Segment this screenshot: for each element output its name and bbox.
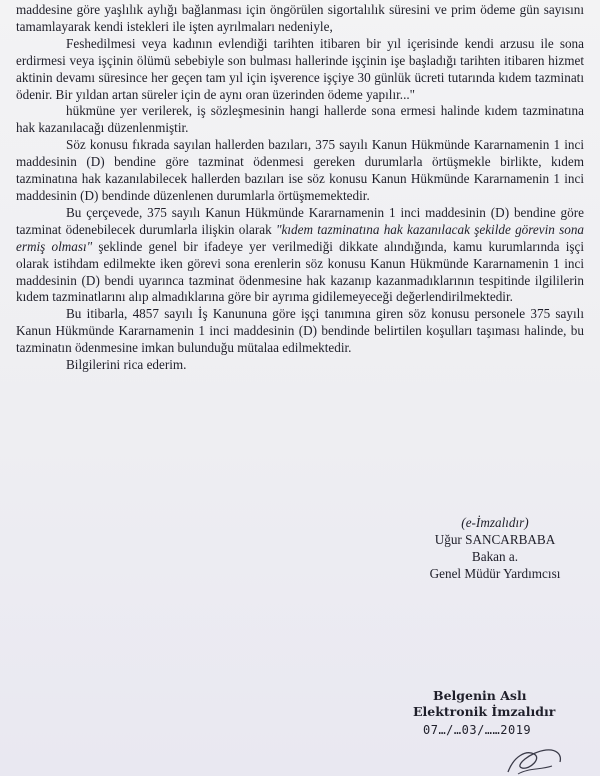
paragraph-4 [16,137,584,205]
paragraph-3 [16,103,584,137]
paragraph-text: Bilgilerini rica ederim. [66,357,187,373]
paragraph-text: Feshedilmesi veya kadının evlendiği tarihten itibaren bir yıl içerisinde kendi arzusu ile sona erdirmesi veya işçinin ölümü sebebiyle son bulması hallerinde işçinin işe başladığı tarihten itibaren hizmet aktinin devamı süresince her geçen tam yıl için işverence işçiye 30 günlük ücreti tutarında kıdem tazminatı ödenir. Bir yıldan artan süreler için de aynı oran üzerinden ödeme yapılır..." [16,35,584,102]
stamp-line-electronic: Elektronik İmzalıdır [413,704,556,719]
quoted-phrase: "kıdem tazminatına hak kazanılacak şekilde görevin sona ermiş olması" [16,221,585,254]
signer-name: Uğur SANCARBABA [434,532,556,547]
certification-stamp [405,688,585,738]
paragraph-6 [16,306,584,357]
paragraph-1 [16,2,584,36]
paragraph-text: Söz konusu fıkrada sayılan hallerden bazıları, 375 sayılı Kanun Hükmünde Kararnamenin 1 inci maddesinin (D) bendine göre tazminat ödenmesi gereken durumlarla örtüşmekle birlikte, kıdem tazminatına hak kazanılabilecek hallerden bazıları ise söz konusu Kanun Hükmünde Kararnamenin 1 inci maddesinin (D) bendinde düzenlenen durumlarla örtüşmemektedir. [16,137,584,203]
letter-body [16,2,584,374]
paragraph-text: şeklinde genel bir ifadeye yer verilmediği dikkate alındığında, kamu kurumlarında işçi olarak istihdam edilmekte iken görevi sona erenlerin söz konusu Kanun Hükmünde Kararnamenin 1 inci maddesinin (D) bendi uyarınca tazminat ödenmesine hak kazanıp kazanmadıklarının tespitinde ilgililerin kıdem tazminatlarını alıp almadıklarına göre bir ayrıma gidilemeyeceği değerlendirilmektedir. [16,238,585,305]
paragraph-5 [16,205,584,306]
paragraph-text: hükmüne yer verilerek, iş sözleşmesinin hangi hallerde sona ermesi halinde kıdem tazminatına hak kazanılacağı düzenlenmiştir. [16,103,584,136]
paragraph-text: Bu itibarla, 4857 sayılı İş Kanununa göre işçi tanımına giren söz konusu personele 375 sayılı Kanun Hükmünde Kararnamenin 1 inci maddesinin (D) bendinde belirtilen koşulları taşıması halinde, bu tazminatın ödenmesine imkan bulunduğu mütalaa edilmektedir. [16,306,584,356]
paragraph-2 [16,36,584,104]
e-signed-note: (e-İmzalıdır) [461,515,529,530]
paragraph-text: Bu çerçevede, 375 sayılı Kanun Hükmünde Kararnamenin 1 inci maddesinin (D) bendine göre tazminat ödenebilecek durumlarla ilişkin olarak [16,204,584,237]
signer-title: Bakan a. [471,549,519,564]
paragraph-text: maddesine göre yaşlılık aylığı bağlanması için öngörülen sigortalılık süresini ve prim ödeme gün sayısını tamamlayarak kendi istekleri ile işten ayrılmaları nedeniyle, [16,2,584,34]
stamp-line-original: Belgenin Aslı [433,688,527,703]
handwritten-signature-mark [500,742,570,776]
stamp-date: 07…/…03/……2019 [423,723,532,737]
signer-position: Genel Müdür Yardımcısı [429,566,561,581]
signature-block [405,514,585,582]
paragraph-7 [16,357,584,374]
